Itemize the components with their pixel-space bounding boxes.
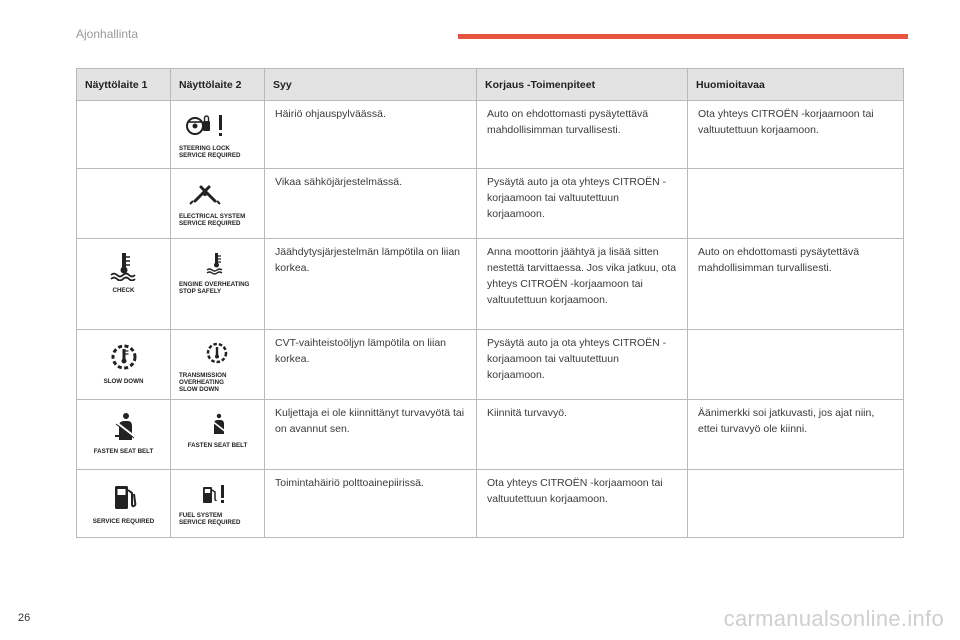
steering-lock-icon <box>179 113 235 139</box>
icon-label: FUEL SYSTEM SERVICE REQUIRED <box>179 512 241 526</box>
table-row <box>77 169 904 239</box>
note-cell: Äänimerkki soi jatkuvasti, jos ajat niin, ettei turvavyö ole kiinni. <box>688 400 904 470</box>
watermark: carmanualsonline.info <box>723 606 944 631</box>
table-row <box>77 470 904 538</box>
cause-cell: Kuljettaja ei ole kiinnittänyt turvavyötä tai on avannut sen. <box>265 400 477 470</box>
action-cell: Kiinnitä turvavyö. <box>477 400 688 470</box>
note-cell: Auto on ehdottomasti pysäytettävä mahdollisimman turvallisesti. <box>688 239 904 330</box>
icon-label: FASTEN SEAT BELT <box>93 448 154 455</box>
column-header: Huomioitavaa <box>688 69 904 101</box>
seatbelt-icon <box>107 412 141 442</box>
note-cell <box>688 169 904 239</box>
note-cell <box>688 330 904 400</box>
electrical-system-icon <box>179 181 235 207</box>
section-title: Ajonhallinta <box>76 27 139 41</box>
display1-cell <box>77 239 171 330</box>
cause-cell: CVT-vaihteistoöljyn lämpötila on liian korkea. <box>265 330 477 400</box>
action-cell: Pysäytä auto ja ota yhteys CITROËN -korjaamoon tai valtuutettuun korjaamoon. <box>477 169 688 239</box>
icon-label: ENGINE OVERHEATING STOP SAFELY <box>179 281 250 295</box>
icon-label: ELECTRICAL SYSTEM SERVICE REQUIRED <box>179 213 246 227</box>
display2-cell <box>171 101 265 169</box>
icon-label: SERVICE REQUIRED <box>92 518 155 525</box>
display2-cell <box>171 330 265 400</box>
table-row <box>77 400 904 470</box>
icon-label: SLOW DOWN <box>103 378 144 385</box>
fuel-system-icon <box>179 482 235 506</box>
icon-label: FASTEN SEAT BELT <box>187 442 248 449</box>
display1-cell <box>77 330 171 400</box>
display2-cell <box>171 239 265 330</box>
display1-cell <box>77 101 171 169</box>
icon-label: STEERING LOCK SERVICE REQUIRED <box>179 145 241 159</box>
icon-label: CHECK <box>112 287 135 294</box>
action-cell: Auto on ehdottomasti pysäytettävä mahdollisimman turvallisesti. <box>477 101 688 169</box>
table-row <box>77 239 904 330</box>
cause-cell: Toimintahäiriö polttoainepiirissä. <box>265 470 477 538</box>
accent-bar <box>458 34 908 39</box>
display1-cell <box>77 169 171 239</box>
column-header: Näyttölaite 2 <box>171 69 265 101</box>
transmission-temperature-icon <box>179 342 235 366</box>
transmission-temperature-icon <box>107 342 141 372</box>
table-header-row <box>77 69 904 101</box>
display1-cell <box>77 470 171 538</box>
coolant-temperature-icon <box>179 251 235 275</box>
display1-cell <box>77 400 171 470</box>
action-cell: Pysäytä auto ja ota yhteys CITROËN -korjaamoon tai valtuutettuun korjaamoon. <box>477 330 688 400</box>
fuel-pump-icon <box>107 482 141 512</box>
note-cell: Ota yhteys CITROËN -korjaamoon tai valtuutettuun korjaamoon. <box>688 101 904 169</box>
display2-cell <box>171 169 265 239</box>
action-cell: Ota yhteys CITROËN -korjaamoon tai valtuutettuun korjaamoon. <box>477 470 688 538</box>
column-header: Syy <box>265 69 477 101</box>
cause-cell: Vikaa sähköjärjestelmässä. <box>265 169 477 239</box>
warning-lights-table <box>76 68 904 538</box>
action-cell: Anna moottorin jäähtyä ja lisää sitten nestettä tarvittaessa. Jos vika jatkuu, ota yhteys CITROËN -korjaamoon tai valtuutettuun korjaamoon. <box>477 239 688 330</box>
icon-label: TRANSMISSION OVERHEATING SLOW DOWN <box>179 372 227 393</box>
display2-cell <box>171 400 265 470</box>
column-header: Korjaus -Toimenpiteet <box>477 69 688 101</box>
page-number: 26 <box>18 612 31 624</box>
seatbelt-icon <box>201 412 235 436</box>
display2-cell <box>171 470 265 538</box>
note-cell <box>688 470 904 538</box>
table-row <box>77 101 904 169</box>
cause-cell: Häiriö ohjauspylväässä. <box>265 101 477 169</box>
cause-cell: Jäähdytysjärjestelmän lämpötila on liian korkea. <box>265 239 477 330</box>
table-row <box>77 330 904 400</box>
column-header: Näyttölaite 1 <box>77 69 171 101</box>
coolant-temperature-icon <box>107 251 141 281</box>
